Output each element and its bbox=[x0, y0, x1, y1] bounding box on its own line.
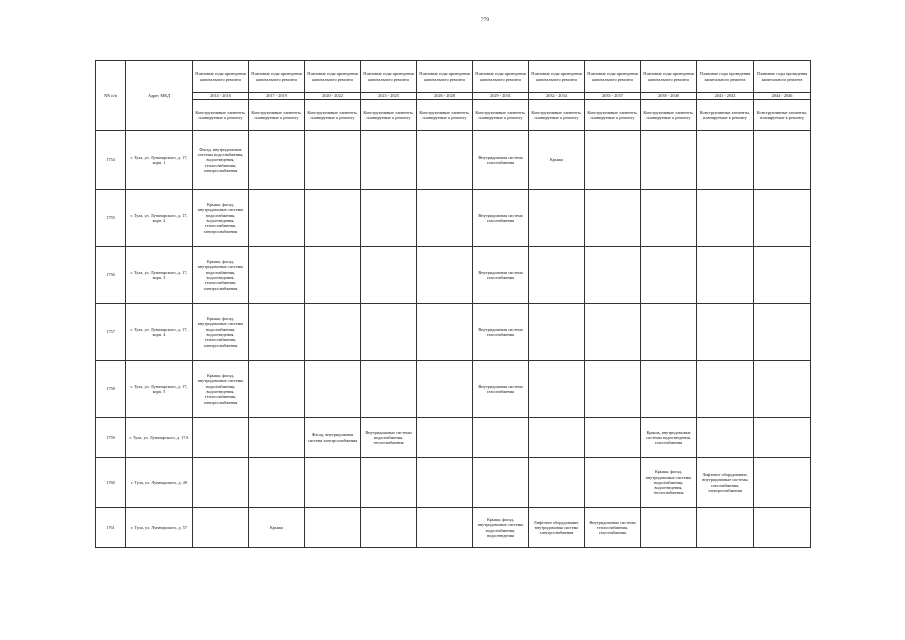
row-number: 1759 bbox=[96, 418, 126, 458]
row-address: г. Тула, ул. Луначарского, д. 17, корп. 4 bbox=[126, 304, 193, 361]
row-number: 1755 bbox=[96, 190, 126, 247]
row-number: 1761 bbox=[96, 508, 126, 548]
elements-header: Конструктивные элементы, планируемые к ремонту bbox=[697, 100, 754, 131]
elements-cell bbox=[417, 458, 473, 508]
elements-cell bbox=[641, 304, 697, 361]
elements-cell bbox=[585, 304, 641, 361]
table-row bbox=[96, 458, 811, 508]
elements-cell bbox=[193, 418, 249, 458]
elements-cell bbox=[697, 190, 754, 247]
elements-header: Конструктивные элементы, планируемые к ремонту bbox=[361, 100, 417, 131]
elements-header: Конструктивные элементы, планируемые к ремонту bbox=[249, 100, 305, 131]
elements-cell bbox=[585, 418, 641, 458]
elements-cell bbox=[249, 458, 305, 508]
elements-cell: Внутридомовые системы водоснабжения, теплоснабжения bbox=[361, 418, 417, 458]
row-address: г. Тула, ул. Луначарского, д. 17, корп. 5 bbox=[126, 361, 193, 418]
elements-cell bbox=[754, 304, 811, 361]
elements-cell bbox=[529, 304, 585, 361]
table-body bbox=[96, 131, 811, 548]
elements-cell bbox=[417, 190, 473, 247]
row-address: г. Тула, ул. Луначарского, д. 57 bbox=[126, 508, 193, 548]
elements-cell bbox=[305, 508, 361, 548]
planned-years-header: Плановые годы проведения капитального ремонта bbox=[697, 61, 754, 93]
table-row bbox=[96, 304, 811, 361]
elements-cell bbox=[193, 508, 249, 548]
period-header: 2017 - 2019 bbox=[249, 93, 305, 100]
planned-years-header: Плановые годы проведения капитального ремонта bbox=[193, 61, 249, 93]
planned-years-header: Плановые годы проведения капитального ремонта bbox=[585, 61, 641, 93]
elements-cell: Крыша bbox=[249, 508, 305, 548]
elements-cell bbox=[641, 361, 697, 418]
elements-cell bbox=[529, 190, 585, 247]
planned-years-header: Плановые годы проведения капитального ремонта bbox=[754, 61, 811, 93]
elements-cell bbox=[305, 190, 361, 247]
elements-cell: Крыша, фасад, внутридомовые системы водоснабжения, водоотведения bbox=[473, 508, 529, 548]
table-row bbox=[96, 190, 811, 247]
elements-cell bbox=[249, 247, 305, 304]
row-address: г. Тула, ул. Луначарского, д. 17, корп. 3 bbox=[126, 247, 193, 304]
elements-cell bbox=[417, 361, 473, 418]
elements-cell bbox=[754, 247, 811, 304]
elements-cell bbox=[641, 508, 697, 548]
elements-cell bbox=[585, 131, 641, 190]
period-header: 2041 - 2043 bbox=[697, 93, 754, 100]
elements-cell bbox=[417, 247, 473, 304]
elements-cell bbox=[754, 131, 811, 190]
elements-header: Конструктивные элементы, планируемые к ремонту bbox=[529, 100, 585, 131]
header-row-elements bbox=[96, 100, 811, 131]
elements-cell bbox=[417, 508, 473, 548]
table-row bbox=[96, 418, 811, 458]
row-number: 1760 bbox=[96, 458, 126, 508]
elements-cell bbox=[417, 304, 473, 361]
elements-cell bbox=[697, 131, 754, 190]
row-number: 1754 bbox=[96, 131, 126, 190]
elements-cell bbox=[361, 361, 417, 418]
elements-cell bbox=[754, 418, 811, 458]
elements-cell: Внутридомовая система газоснабжения bbox=[473, 131, 529, 190]
elements-cell bbox=[585, 247, 641, 304]
elements-cell bbox=[529, 361, 585, 418]
row-number: 1758 bbox=[96, 361, 126, 418]
elements-cell bbox=[473, 418, 529, 458]
period-header: 2044 - 2046 bbox=[754, 93, 811, 100]
elements-cell bbox=[473, 458, 529, 508]
capital-repair-table bbox=[95, 60, 811, 548]
row-number: 1757 bbox=[96, 304, 126, 361]
elements-header: Конструктивные элементы, планируемые к ремонту bbox=[473, 100, 529, 131]
elements-cell: Фасад, внутридомовые системы водоснабжения, водоотведения, теплоснабжения, электроснабжения bbox=[193, 131, 249, 190]
row-address: г. Тула, ул. Луначарского, д. 49 bbox=[126, 458, 193, 508]
period-header: 2035 - 2037 bbox=[585, 93, 641, 100]
elements-cell bbox=[529, 458, 585, 508]
elements-cell bbox=[361, 190, 417, 247]
elements-cell bbox=[529, 247, 585, 304]
period-header: 2020 - 2022 bbox=[305, 93, 361, 100]
planned-years-header: Плановые годы проведения капитального ремонта bbox=[529, 61, 585, 93]
elements-cell: Лифтовое оборудование, внутридомовая система электроснабжения bbox=[529, 508, 585, 548]
elements-cell bbox=[754, 190, 811, 247]
planned-years-header: Плановые годы проведения капитального ремонта bbox=[361, 61, 417, 93]
elements-cell: Крыша, фасад, внутридомовые системы водоснабжения, водоотведения, теплоснабжения, электроснабжения bbox=[193, 247, 249, 304]
elements-cell bbox=[417, 131, 473, 190]
elements-header: Конструктивные элементы, планируемые к ремонту bbox=[193, 100, 249, 131]
elements-cell bbox=[361, 458, 417, 508]
elements-cell bbox=[305, 304, 361, 361]
elements-cell bbox=[305, 131, 361, 190]
elements-cell: Крыша, фасад, внутридомовые системы водоснабжения, водоотведения, теплоснабжения, электроснабжения bbox=[193, 304, 249, 361]
elements-cell bbox=[697, 304, 754, 361]
elements-cell bbox=[697, 361, 754, 418]
row-address: г. Тула, ул. Луначарского, д. 17А bbox=[126, 418, 193, 458]
header-row-periods bbox=[96, 93, 811, 100]
address-header: Адрес МКД bbox=[126, 61, 193, 131]
elements-cell bbox=[249, 418, 305, 458]
elements-cell bbox=[754, 508, 811, 548]
header-row-planned-years bbox=[96, 61, 811, 93]
planned-years-header: Плановые годы проведения капитального ремонта bbox=[249, 61, 305, 93]
planned-years-header: Плановые годы проведения капитального ремонта bbox=[305, 61, 361, 93]
elements-cell: Внутридомовая система газоснабжения bbox=[473, 190, 529, 247]
elements-cell bbox=[417, 418, 473, 458]
elements-cell bbox=[697, 247, 754, 304]
elements-header: Конструктивные элементы, планируемые к ремонту bbox=[754, 100, 811, 131]
row-address: г. Тула, ул. Луначарского, д. 17, корп. 1 bbox=[126, 131, 193, 190]
elements-header: Конструктивные элементы, планируемые к ремонту bbox=[305, 100, 361, 131]
elements-cell: Крыша, фасад, внутридомовые системы водоснабжения, водоотведения, теплоснабжения bbox=[641, 458, 697, 508]
planned-years-header: Плановые годы проведения капитального ремонта bbox=[473, 61, 529, 93]
elements-cell bbox=[361, 304, 417, 361]
elements-cell bbox=[529, 418, 585, 458]
row-address: г. Тула, ул. Луначарского, д. 17, корп. 2 bbox=[126, 190, 193, 247]
elements-header: Конструктивные элементы, планируемые к ремонту bbox=[641, 100, 697, 131]
elements-cell bbox=[193, 458, 249, 508]
elements-cell bbox=[641, 190, 697, 247]
elements-cell bbox=[585, 361, 641, 418]
elements-cell: Крыша, внутридомовые системы водоотведения, газоснабжения bbox=[641, 418, 697, 458]
elements-cell bbox=[249, 304, 305, 361]
elements-cell: Внутридомовая система газоснабжения bbox=[473, 304, 529, 361]
elements-cell bbox=[697, 418, 754, 458]
table-row bbox=[96, 508, 811, 548]
num-header: NN п/п bbox=[96, 61, 126, 131]
elements-cell bbox=[249, 361, 305, 418]
period-header: 2023 - 2025 bbox=[361, 93, 417, 100]
elements-cell: Крыша bbox=[529, 131, 585, 190]
elements-cell: Внутридомовая система газоснабжения bbox=[473, 361, 529, 418]
period-header: 2038 - 2040 bbox=[641, 93, 697, 100]
elements-cell: Внутридомовая система газоснабжения bbox=[473, 247, 529, 304]
table-row bbox=[96, 131, 811, 190]
elements-cell bbox=[641, 247, 697, 304]
planned-years-header: Плановые годы проведения капитального ремонта bbox=[417, 61, 473, 93]
planned-years-header: Плановые годы проведения капитального ремонта bbox=[641, 61, 697, 93]
elements-cell bbox=[361, 247, 417, 304]
elements-cell: Крыша, фасад, внутридомовые системы водоснабжения, водоотведения, теплоснабжения, электроснабжения bbox=[193, 361, 249, 418]
elements-cell: Лифтовое оборудование, внутридомовые системы газоснабжения, электроснабжения bbox=[697, 458, 754, 508]
period-header: 2029 - 2031 bbox=[473, 93, 529, 100]
elements-header: Конструктивные элементы, планируемые к ремонту bbox=[585, 100, 641, 131]
elements-cell bbox=[641, 131, 697, 190]
period-header: 2014 - 2016 bbox=[193, 93, 249, 100]
elements-cell bbox=[361, 131, 417, 190]
elements-cell bbox=[697, 508, 754, 548]
elements-cell bbox=[249, 190, 305, 247]
elements-header: Конструктивные элементы, планируемые к ремонту bbox=[417, 100, 473, 131]
elements-cell bbox=[754, 361, 811, 418]
elements-cell bbox=[305, 458, 361, 508]
elements-cell bbox=[361, 508, 417, 548]
period-header: 2026 - 2028 bbox=[417, 93, 473, 100]
elements-cell bbox=[754, 458, 811, 508]
page-number: 779 bbox=[480, 17, 490, 23]
elements-cell: Крыша, фасад, внутридомовые системы водоснабжения, водоотведения, теплоснабжения, электроснабжения bbox=[193, 190, 249, 247]
table-row bbox=[96, 361, 811, 418]
elements-cell: Внутридомовые системы теплоснабжения, газоснабжения bbox=[585, 508, 641, 548]
elements-cell bbox=[585, 190, 641, 247]
elements-cell bbox=[305, 247, 361, 304]
period-header: 2032 - 2034 bbox=[529, 93, 585, 100]
elements-cell bbox=[585, 458, 641, 508]
elements-cell bbox=[305, 361, 361, 418]
row-number: 1756 bbox=[96, 247, 126, 304]
elements-cell: Фасад, внутридомовая система электроснабжения bbox=[305, 418, 361, 458]
elements-cell bbox=[249, 131, 305, 190]
table-row bbox=[96, 247, 811, 304]
